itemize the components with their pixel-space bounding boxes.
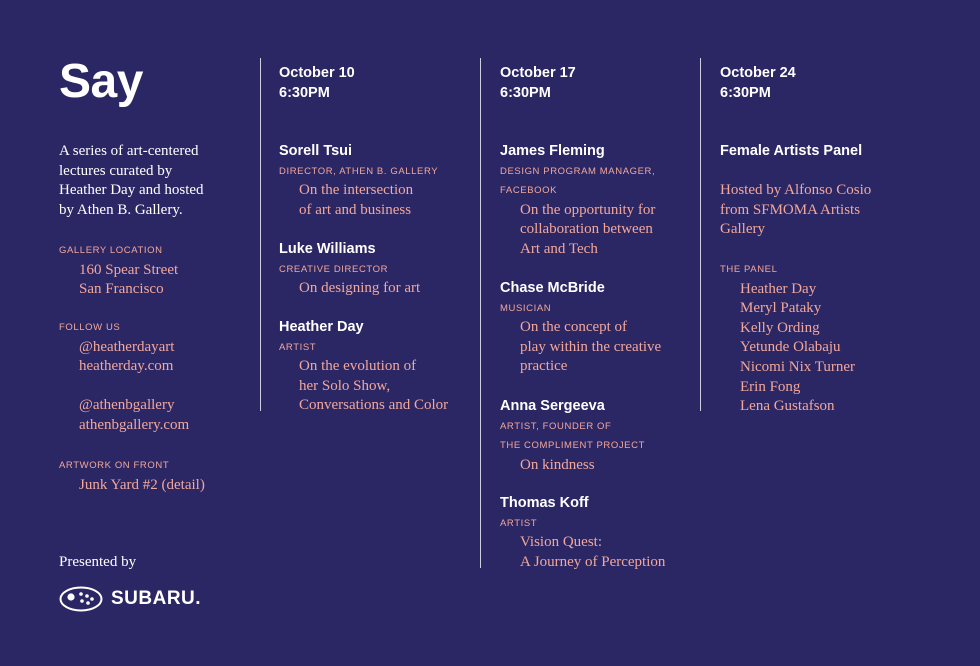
panel-event: [720, 142, 871, 240]
talk-topic: Conversations and Color: [299, 397, 449, 414]
column-divider: [700, 58, 701, 411]
talk: [279, 240, 420, 299]
talk-topic: of art and business: [299, 201, 412, 218]
presented-by-label: Presented by: [59, 554, 137, 570]
gallery-location-label: GALLERY LOCATION: [59, 245, 163, 256]
date-label: October 17: [500, 65, 576, 81]
address-line: San Francisco: [79, 281, 164, 298]
artwork-label: ARTWORK ON FRONT: [59, 460, 170, 471]
speaker-role: ARTIST: [500, 517, 538, 529]
event-title: Female Artists Panel: [720, 143, 863, 159]
talk-topic: practice: [520, 358, 568, 375]
talk: [500, 279, 661, 377]
panelist: Lena Gustafson: [740, 398, 835, 415]
event-date: [500, 63, 576, 103]
speaker-role: MUSICIAN: [500, 302, 552, 314]
address-line: 160 Spear Street: [79, 261, 179, 278]
gallery-location-section: [59, 241, 178, 300]
event-date: [279, 63, 355, 103]
talk-topic: collaboration between: [520, 221, 653, 238]
hosted-by-line: Hosted by Alfonso Cosio: [720, 182, 872, 199]
panel-list: [720, 260, 855, 417]
talk-topic: Vision Quest:: [520, 534, 603, 551]
speaker-name: Anna Sergeeva: [500, 398, 605, 414]
sponsor-logo: [59, 586, 201, 612]
talk-topic: On the evolution of: [299, 358, 417, 375]
page-title: Say: [59, 55, 143, 108]
talk: [500, 142, 655, 260]
speaker-name: Luke Williams: [279, 241, 376, 257]
speaker-role: ARTIST: [279, 341, 317, 353]
panelist: Erin Fong: [740, 378, 801, 395]
date-label: October 24: [720, 65, 796, 81]
date-label: October 10: [279, 65, 355, 81]
speaker-name: Heather Day: [279, 319, 364, 335]
artwork-title: Junk Yard #2 (detail): [79, 476, 205, 493]
speaker-role: CREATIVE DIRECTOR: [279, 263, 389, 275]
intro-line: Heather Day and hosted: [59, 182, 204, 199]
talk-topic: On kindness: [520, 456, 595, 473]
website-link[interactable]: heatherday.com: [79, 358, 174, 375]
panelist: Yetunde Olabaju: [740, 339, 841, 356]
panelist: Heather Day: [740, 280, 817, 297]
talk-topic: play within the creative: [520, 338, 662, 355]
hosted-by-line: Gallery: [720, 221, 765, 238]
speaker-name: Chase McBride: [500, 280, 605, 296]
intro-line: A series of art-centered: [59, 143, 199, 159]
talk: [279, 318, 448, 416]
talk-topic: A Journey of Perception: [520, 553, 666, 570]
talk-topic: On designing for art: [299, 280, 421, 297]
time-label: 6:30PM: [279, 85, 330, 101]
subaru-stars-logo-icon: [59, 586, 103, 612]
column-divider: [260, 58, 261, 411]
website-link[interactable]: athenbgallery.com: [79, 416, 190, 433]
panel-label: THE PANEL: [720, 264, 778, 275]
time-label: 6:30PM: [720, 85, 771, 101]
talk-topic: On the opportunity for: [520, 201, 656, 218]
talk: [279, 142, 438, 220]
intro-line: lectures curated by: [59, 162, 173, 179]
panelist: Nicomi Nix Turner: [740, 358, 856, 375]
speaker-role: DIRECTOR, ATHEN B. GALLERY: [279, 165, 439, 177]
talk-topic: Art and Tech: [520, 240, 598, 257]
time-label: 6:30PM: [500, 85, 551, 101]
intro-line: by Athen B. Gallery.: [59, 201, 183, 218]
speaker-role: FACEBOOK: [500, 185, 558, 197]
talk-topic: her Solo Show,: [299, 377, 391, 394]
talk: [500, 397, 645, 475]
speaker-role: DESIGN PROGRAM MANAGER,: [500, 165, 656, 177]
column-divider: [480, 58, 481, 568]
follow-us-label: FOLLOW US: [59, 322, 121, 333]
intro-text: [59, 142, 204, 220]
talk-topic: On the intersection: [299, 182, 414, 199]
speaker-name: Sorell Tsui: [279, 143, 353, 159]
talk: [500, 494, 665, 572]
speaker-name: James Fleming: [500, 143, 605, 159]
social-handle[interactable]: @heatherdayart: [79, 338, 175, 355]
speaker-role: ARTIST, FOUNDER OF: [500, 420, 612, 432]
speaker-role: THE COMPLIMENT PROJECT: [500, 440, 645, 452]
follow-us-section: [59, 318, 189, 436]
talk-topic: On the concept of: [520, 319, 628, 336]
event-date: [720, 63, 796, 103]
hosted-by-line: from SFMOMA Artists: [720, 201, 861, 218]
speaker-name: Thomas Koff: [500, 495, 589, 511]
sponsor-name: SUBARU.: [111, 588, 202, 609]
social-handle[interactable]: @athenbgallery: [79, 397, 175, 414]
panelist: Kelly Ording: [740, 319, 820, 336]
panelist: Meryl Pataky: [740, 300, 822, 317]
artwork-section: [59, 456, 205, 495]
